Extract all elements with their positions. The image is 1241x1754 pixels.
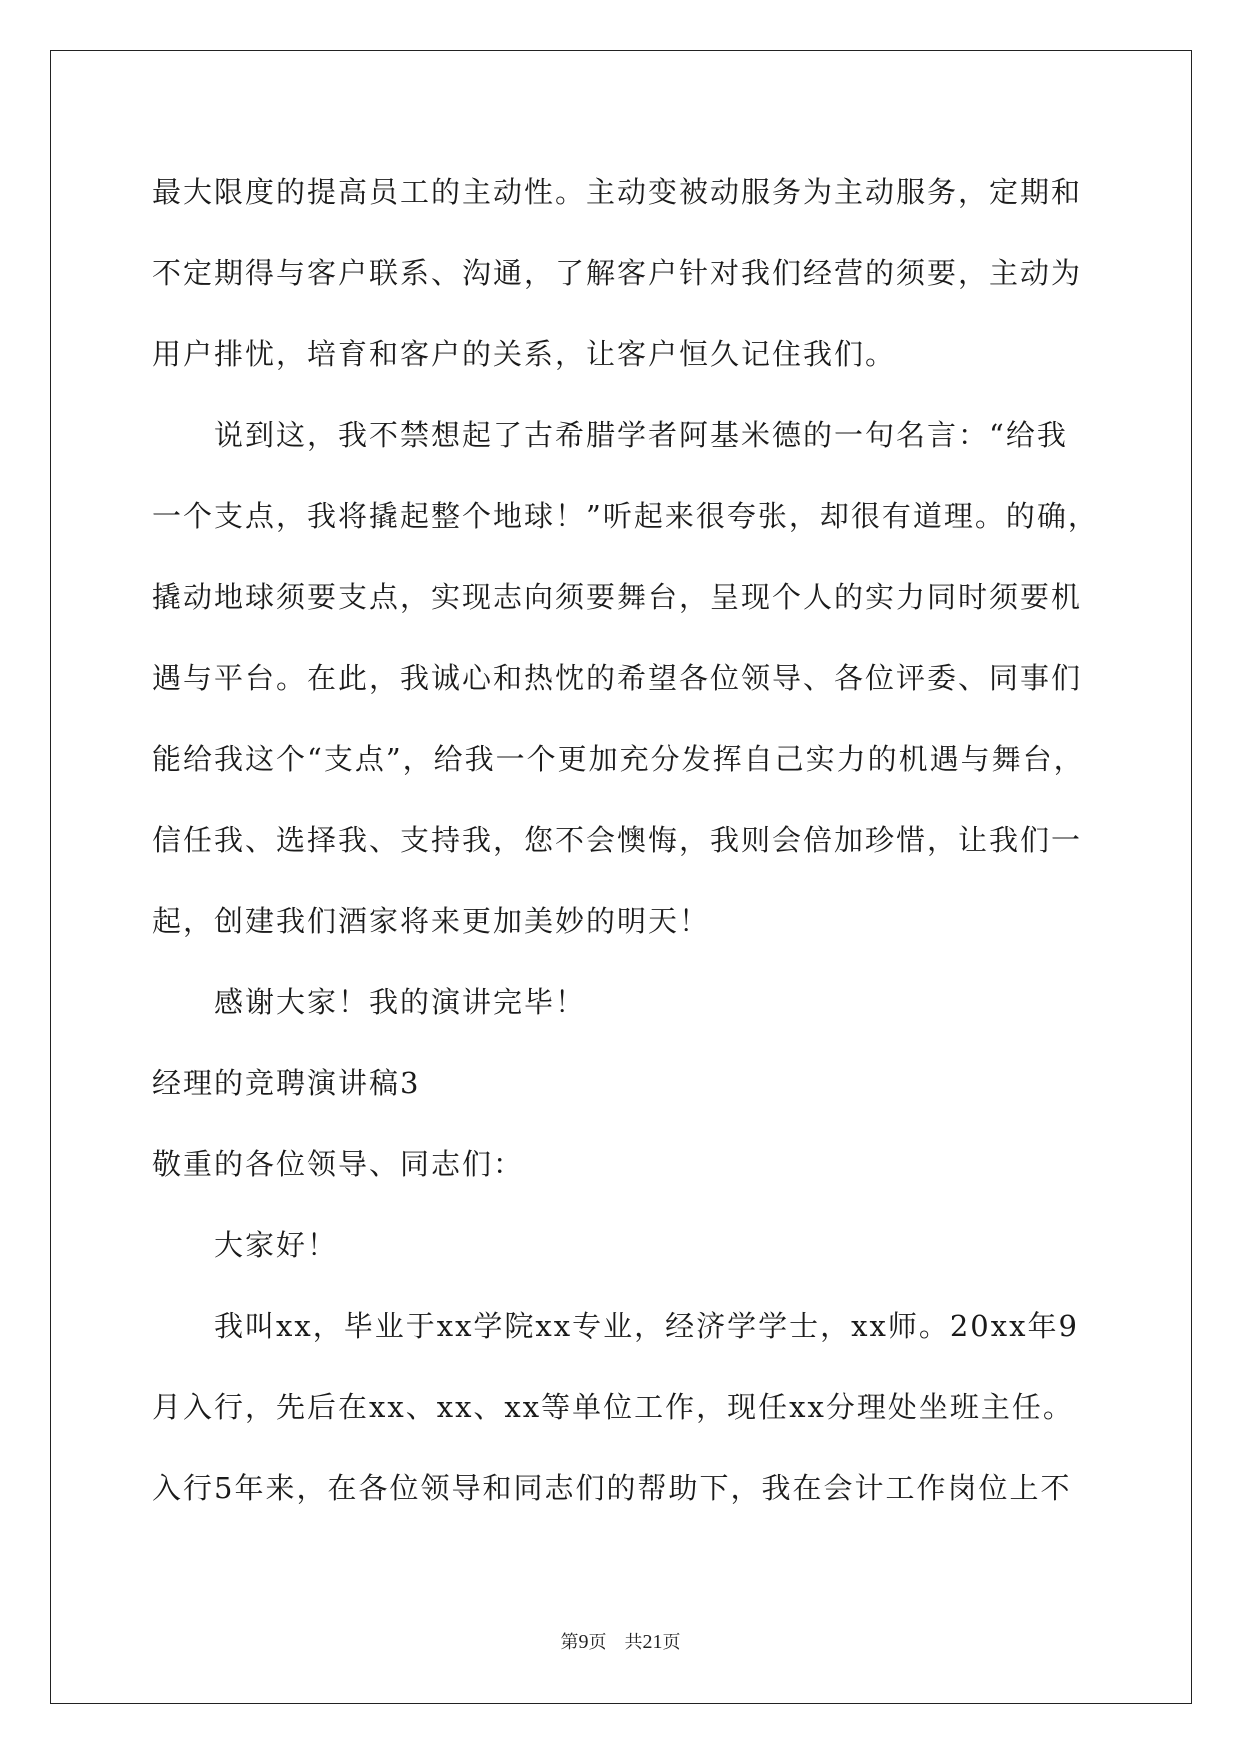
text-line: 起，创建我们酒家将来更加美妙的明天！ <box>152 904 711 938</box>
section-heading: 经理的竞聘演讲稿3 <box>152 1066 421 1100</box>
text-line: 能给我这个“支点”，给我一个更加充分发挥自己实力的机遇与舞台， <box>152 742 1085 776</box>
text-line: 月入行，先后在xx、xx、xx等单位工作，现任xx分理处坐班主任。 <box>152 1390 1074 1424</box>
text-line: 信任我、选择我、支持我，您不会懊悔，我则会倍加珍惜，让我们一 <box>152 823 1083 857</box>
total-unit: 页 <box>662 1632 681 1653</box>
page-footer <box>0 1628 1241 1654</box>
text-line: 用户排忧，培育和客户的关系，让客户恒久记住我们。 <box>152 337 897 371</box>
text-line: 不定期得与客户联系、沟通，了解客户针对我们经营的须要，主动为 <box>152 256 1083 290</box>
page-total: 21 <box>642 1631 663 1653</box>
greeting: 大家好！ <box>214 1228 339 1262</box>
text-line: 一个支点，我将撬起整个地球！”听起来很夸张，却很有道理。的确， <box>152 499 1099 533</box>
text-line: 撬动地球须要支点，实现志向须要舞台，呈现个人的实力同时须要机 <box>152 580 1083 614</box>
page-prefix: 第 <box>560 1632 579 1653</box>
text-line: 入行5年来，在各位领导和同志们的帮助下，我在会计工作岗位上不 <box>152 1471 1072 1505</box>
page-current: 9 <box>578 1631 589 1653</box>
text-line: 说到这，我不禁想起了古希腊学者阿基米德的一句名言：“给我 <box>214 418 1068 452</box>
text-line: 遇与平台。在此，我诚心和热忱的希望各位领导、各位评委、同事们 <box>152 661 1083 695</box>
text-line: 我叫xx，毕业于xx学院xx专业，经济学学士，xx师。20xx年9 <box>214 1309 1079 1343</box>
document-body <box>152 160 1099 1537</box>
page-unit: 页 <box>588 1632 607 1653</box>
text-line: 感谢大家！我的演讲完毕！ <box>214 985 587 1019</box>
salutation: 敬重的各位领导、同志们： <box>152 1147 525 1181</box>
total-prefix: 共 <box>624 1632 643 1653</box>
text-line: 最大限度的提高员工的主动性。主动变被动服务为主动服务，定期和 <box>152 175 1083 209</box>
